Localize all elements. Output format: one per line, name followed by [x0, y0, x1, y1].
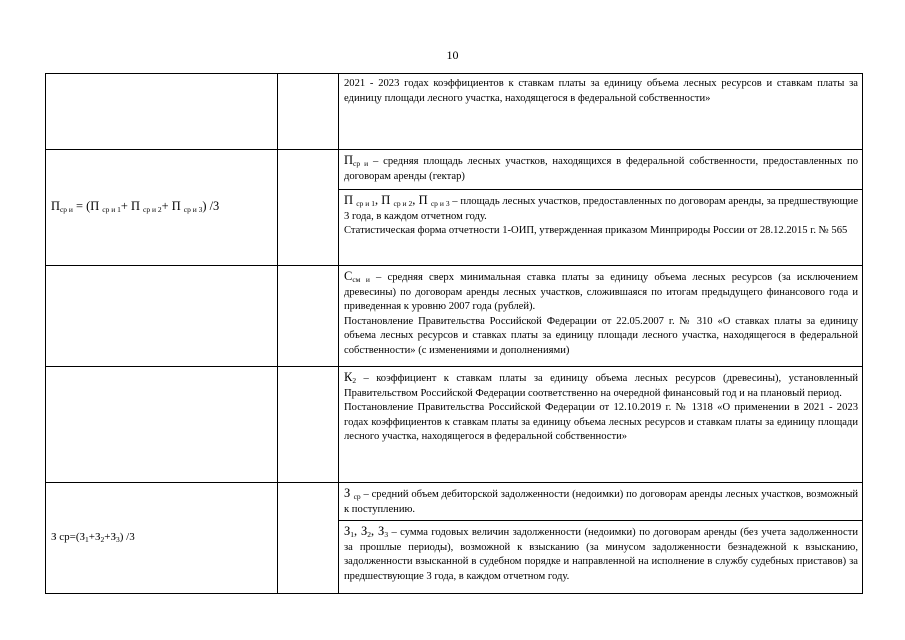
table-row	[46, 74, 863, 150]
formula-cell	[46, 150, 278, 266]
source-text: Статистическая форма отчетности 1-ОИП, утвержденная приказом Минприроды России от 28.12.2015 г. № 565	[344, 225, 848, 237]
table-row	[46, 266, 863, 367]
description-cell	[339, 483, 863, 521]
description-cell	[339, 74, 863, 150]
table-row	[46, 367, 863, 483]
blank-cell	[278, 483, 339, 594]
table-row	[46, 483, 863, 521]
description-text: $П_{ср и}$ – средняя площадь лесных участков, находящихся в федеральной собственности, предоставленных по договорам аренды (гектар)	[344, 153, 858, 182]
description-cell	[339, 521, 863, 594]
description-cell	[339, 367, 863, 483]
description-text: 2021 - 2023 годах коэффициентов к ставкам платы за единицу объема лесных ресурсов и ставкам платы за единицу площади лесного участка, находящегося в федеральной собственности»	[344, 78, 858, 104]
description-text: $С_{см и}$ – средняя сверх минимальная ставка платы за единицу объема лесных ресурсов (за исключением древесины) по договорам аренды лесных участков, сложившаяся по итогам предыдущего финансового года и приведенная к уровню 2007 года (рублей).	[344, 269, 858, 313]
formula-z-avg: З $ср=(З_1+З_2+З_3)$ /3	[51, 531, 135, 545]
blank-cell	[278, 74, 339, 150]
page-number: 10	[446, 48, 459, 62]
source-text: Постановление Правительства Российской Федерации от 12.10.2019 г. № 1318 «О применении в 2021 - 2023 годах коэффициентов к ставкам платы за единицу объема лесных ресурсов и ставкам платы за единицу площади лесного участка, находящегося в федеральной собственности»	[344, 402, 858, 443]
formula-table	[45, 73, 863, 594]
blank-cell	[278, 367, 339, 483]
formula-cell	[46, 483, 278, 594]
table-row	[46, 150, 863, 190]
formula-p-avg: $П_{ср и} = (П$ $_{ср и 1}$+ П $_{ср и 2}$+ П $_{ср и 3}$) /3	[51, 199, 220, 215]
description-text: $К_2$ – коэффициент к ставкам платы за единицу объема лесных ресурсов (древесины), установленный Правительством Российской Федерации соответственно на очередной финансовый год и на плановый период.	[344, 370, 858, 399]
formula-cell	[46, 74, 278, 150]
description-text: П $_{ср и 1}$, П $_{ср и 2}$, П $_{ср и 3}$ – площадь лесных участков, предоставленных по договорам аренды, за предшествующие 3 года, в каждом отчетном году.	[344, 193, 859, 222]
description-cell	[339, 190, 863, 266]
blank-cell	[278, 266, 339, 367]
description-text: $З_1$, $З_2$, $З_3$ – сумма годовых величин задолженности (недоимки) по договорам аренды (без учета задолженности за прошлые периоды), возможной к взысканию (за минусом задолженности безнадежной к взысканию, задолженности взысканной в судебном порядке и направленной на исполнение в службу судебных приставов) за предшествующие 3 года, в каждом отчетном году.	[344, 524, 859, 582]
description-cell	[339, 266, 863, 367]
formula-cell	[46, 367, 278, 483]
blank-cell	[278, 150, 339, 266]
source-text: Постановление Правительства Российской Федерации от 22.05.2007 г. № 310 «О ставках платы за единицу объема лесных ресурсов и ставках платы за единицу площади лесного участка, находящегося в федеральной собственности» (с изменениями и дополнениями)	[344, 315, 858, 356]
description-cell	[339, 150, 863, 190]
description-text: З $_{ср}$ – средний объем дебиторской задолженности (недоимки) по договорам аренды лесных участков, возможный к поступлению.	[344, 486, 859, 515]
formula-cell	[46, 266, 278, 367]
